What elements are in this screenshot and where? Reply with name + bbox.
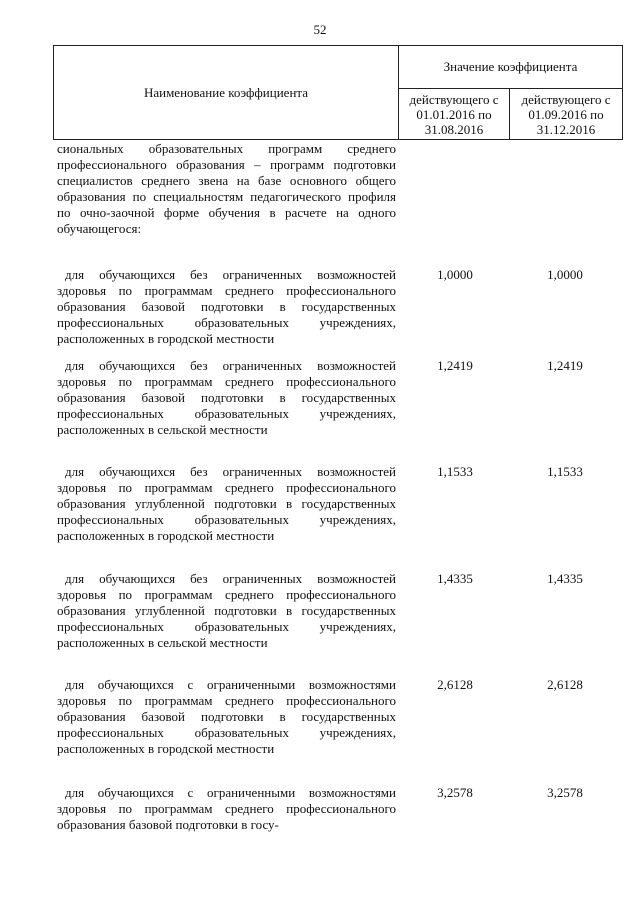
row-value-period-2: 1,0000 bbox=[547, 267, 583, 282]
header-period-2: действующего с 01.09.2016 по 31.12.2016 bbox=[521, 91, 611, 137]
row-value-period-2: 3,2578 bbox=[547, 785, 583, 800]
table-header bbox=[53, 45, 623, 140]
header-value-column: Значение коэффициента bbox=[399, 46, 622, 89]
row-value-period-1: 1,2419 bbox=[437, 358, 473, 373]
row-value-period-2: 1,4335 bbox=[547, 571, 583, 586]
row-value-period-2: 1,2419 bbox=[547, 358, 583, 373]
row-value-period-1: 3,2578 bbox=[437, 785, 473, 800]
row-value-period-1: 1,1533 bbox=[437, 464, 473, 479]
row-value-period-1: 2,6128 bbox=[437, 677, 473, 692]
header-name-column: Наименование коэффициента bbox=[54, 46, 399, 139]
row-value-period-1: 1,0000 bbox=[437, 267, 473, 282]
row-value-period-1: 1,4335 bbox=[437, 571, 473, 586]
row-value-period-2: 1,1533 bbox=[547, 464, 583, 479]
header-period-1: действующего с 01.01.2016 по 31.08.2016 bbox=[399, 89, 510, 139]
row-description: для обучающихся без ограниченных возможностей здоровья по программам среднего профессионального образования углубленной подготовки в государственных профессиональных образовательных учреждениях, расположенных в городской местности bbox=[57, 464, 396, 543]
intro-text: сиональных образовательных программ среднего профессионального образования – программ подготовки специалистов среднего звена на базе основного общего образования по специальностям педагогического профиля по очно-заочной форме обучения в расчете на одного обучающегося: bbox=[57, 141, 396, 236]
row-description: для обучающихся без ограниченных возможностей здоровья по программам среднего профессионального образования углубленной подготовки в государственных профессиональных образовательных учреждениях, расположенных в сельской местности bbox=[57, 571, 396, 650]
row-description: для обучающихся с ограниченными возможностями здоровья по программам среднего профессионального образования базовой подготовки в государственных профессиональных образовательных учреждениях, расположенных в городской местности bbox=[57, 677, 396, 756]
row-value-period-2: 2,6128 bbox=[547, 677, 583, 692]
row-description: для обучающихся без ограниченных возможностей здоровья по программам среднего профессионального образования базовой подготовки в государственных профессиональных образовательных учреждениях, расположенных в сельской местности bbox=[57, 358, 396, 437]
row-description: для обучающихся с ограниченными возможностями здоровья по программам среднего профессионального образования базовой подготовки в госу- bbox=[57, 785, 396, 832]
page-number: 52 bbox=[313, 22, 327, 37]
row-description: для обучающихся без ограниченных возможностей здоровья по программам среднего профессионального образования базовой подготовки в государственных профессиональных образовательных учреждениях, расположенных в городской местности bbox=[57, 267, 396, 346]
